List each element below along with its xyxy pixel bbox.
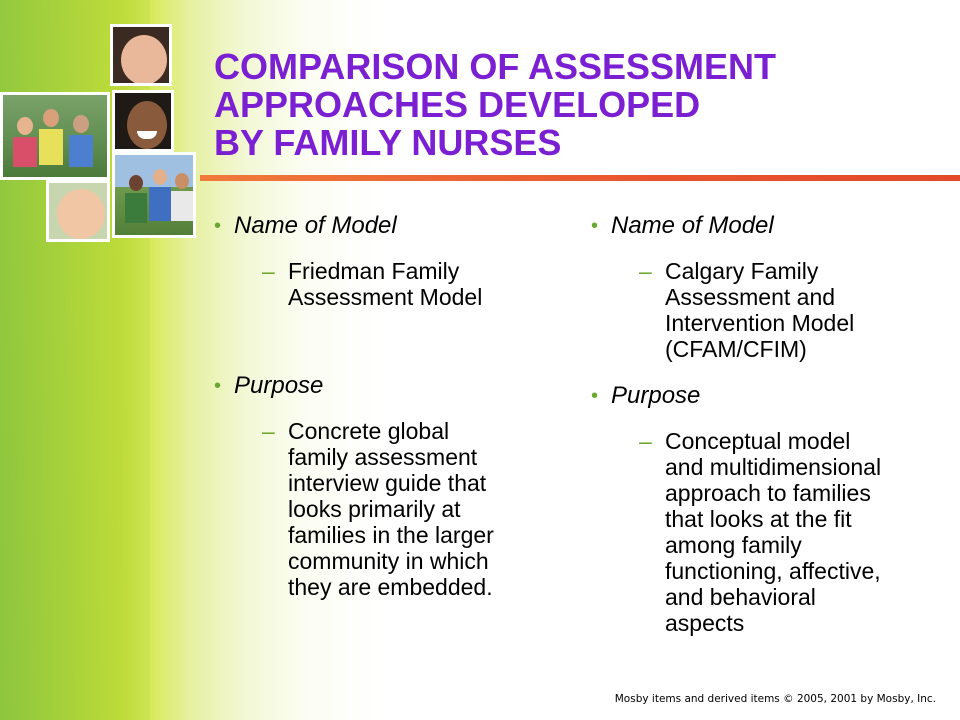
bullet-icon: • <box>214 375 222 397</box>
left-sub2-line-4: looks primarily at <box>288 496 461 522</box>
title-line-3: BY FAMILY NURSES <box>214 122 562 163</box>
group-face-c <box>175 173 189 189</box>
title-line-1: COMPARISON OF ASSESSMENT <box>214 46 777 87</box>
group-face-b <box>153 169 167 185</box>
right-sub2-line-5: among family <box>665 532 802 558</box>
right-bullet1-text: Name of Model <box>611 212 774 239</box>
child-face-a <box>17 117 33 135</box>
copyright-footer: Mosby items and derived items © 2005, 2001 by Mosby, Inc. <box>614 693 936 705</box>
children-playing-photo <box>0 92 110 180</box>
left-sub2-line-2: family assessment <box>288 444 478 470</box>
left-bullet2-text: Purpose <box>234 372 324 399</box>
dash-icon: – <box>639 428 652 454</box>
baby-photo-bottom <box>46 180 110 242</box>
left-column <box>214 212 554 600</box>
dash-icon: – <box>639 258 652 284</box>
dash-icon: – <box>262 418 275 444</box>
right-sub2-line-2: and multidimensional <box>665 454 882 480</box>
left-bullet-name-of-model <box>214 212 554 240</box>
child-shirt-c <box>69 135 93 167</box>
left-sub2-line-5: families in the larger <box>288 522 494 548</box>
baby-photo-top <box>110 24 172 86</box>
right-sub1-line-1: Calgary Family <box>665 258 819 284</box>
bullet-icon: • <box>214 215 222 237</box>
group-shirt-b <box>149 187 171 221</box>
right-sub-purpose <box>591 428 941 636</box>
right-sub2-line-6: functioning, affective, <box>665 558 881 584</box>
left-sub2-line-1: Concrete global <box>288 418 450 444</box>
left-sub1-line-2: Assessment Model <box>288 284 483 310</box>
title-line-2: APPROACHES DEVELOPED <box>214 84 701 125</box>
right-sub2-line-1: Conceptual model <box>665 428 851 454</box>
child-face-c <box>73 115 89 133</box>
right-bullet2-text: Purpose <box>611 382 701 409</box>
left-sub-model-name <box>214 258 554 310</box>
right-sub1-line-2: Assessment and <box>665 284 836 310</box>
left-sub1-line-1: Friedman Family <box>288 258 460 284</box>
group-shirt-a <box>125 193 147 223</box>
baby-face-bottom <box>57 189 105 239</box>
left-bullet1-text: Name of Model <box>234 212 397 239</box>
right-sub2-line-3: approach to families <box>665 480 871 506</box>
smiling-woman-photo <box>112 90 174 152</box>
left-sub2-line-7: they are embedded. <box>288 574 493 600</box>
right-sub2-line-4: that looks at the fit <box>665 506 852 532</box>
right-column <box>591 212 941 636</box>
woman-face <box>127 101 167 149</box>
right-sub2-line-7: and behavioral <box>665 584 816 610</box>
right-bullet-name-of-model <box>591 212 941 240</box>
child-shirt-b <box>39 129 63 165</box>
left-sub-purpose <box>214 418 554 600</box>
children-group-photo <box>112 152 196 238</box>
left-bullet-purpose <box>214 372 554 400</box>
dash-icon: – <box>262 258 275 284</box>
right-sub1-line-3: Intervention Model <box>665 310 855 336</box>
child-shirt-a <box>13 137 37 167</box>
left-sub2-line-3: interview guide that <box>288 470 487 496</box>
title-divider <box>200 175 960 181</box>
group-shirt-c <box>171 191 193 221</box>
bullet-icon: • <box>591 215 599 237</box>
baby-face <box>121 35 167 85</box>
right-bullet-purpose <box>591 382 941 410</box>
right-sub-model-name <box>591 258 941 362</box>
right-sub1-line-4: (CFAM/CFIM) <box>665 336 807 362</box>
bullet-icon: • <box>591 385 599 407</box>
group-face-a <box>129 175 143 191</box>
child-face-b <box>43 109 59 127</box>
right-sub2-line-8: aspects <box>665 610 745 636</box>
slide-title <box>214 48 934 162</box>
left-sub2-line-6: community in which <box>288 548 489 574</box>
